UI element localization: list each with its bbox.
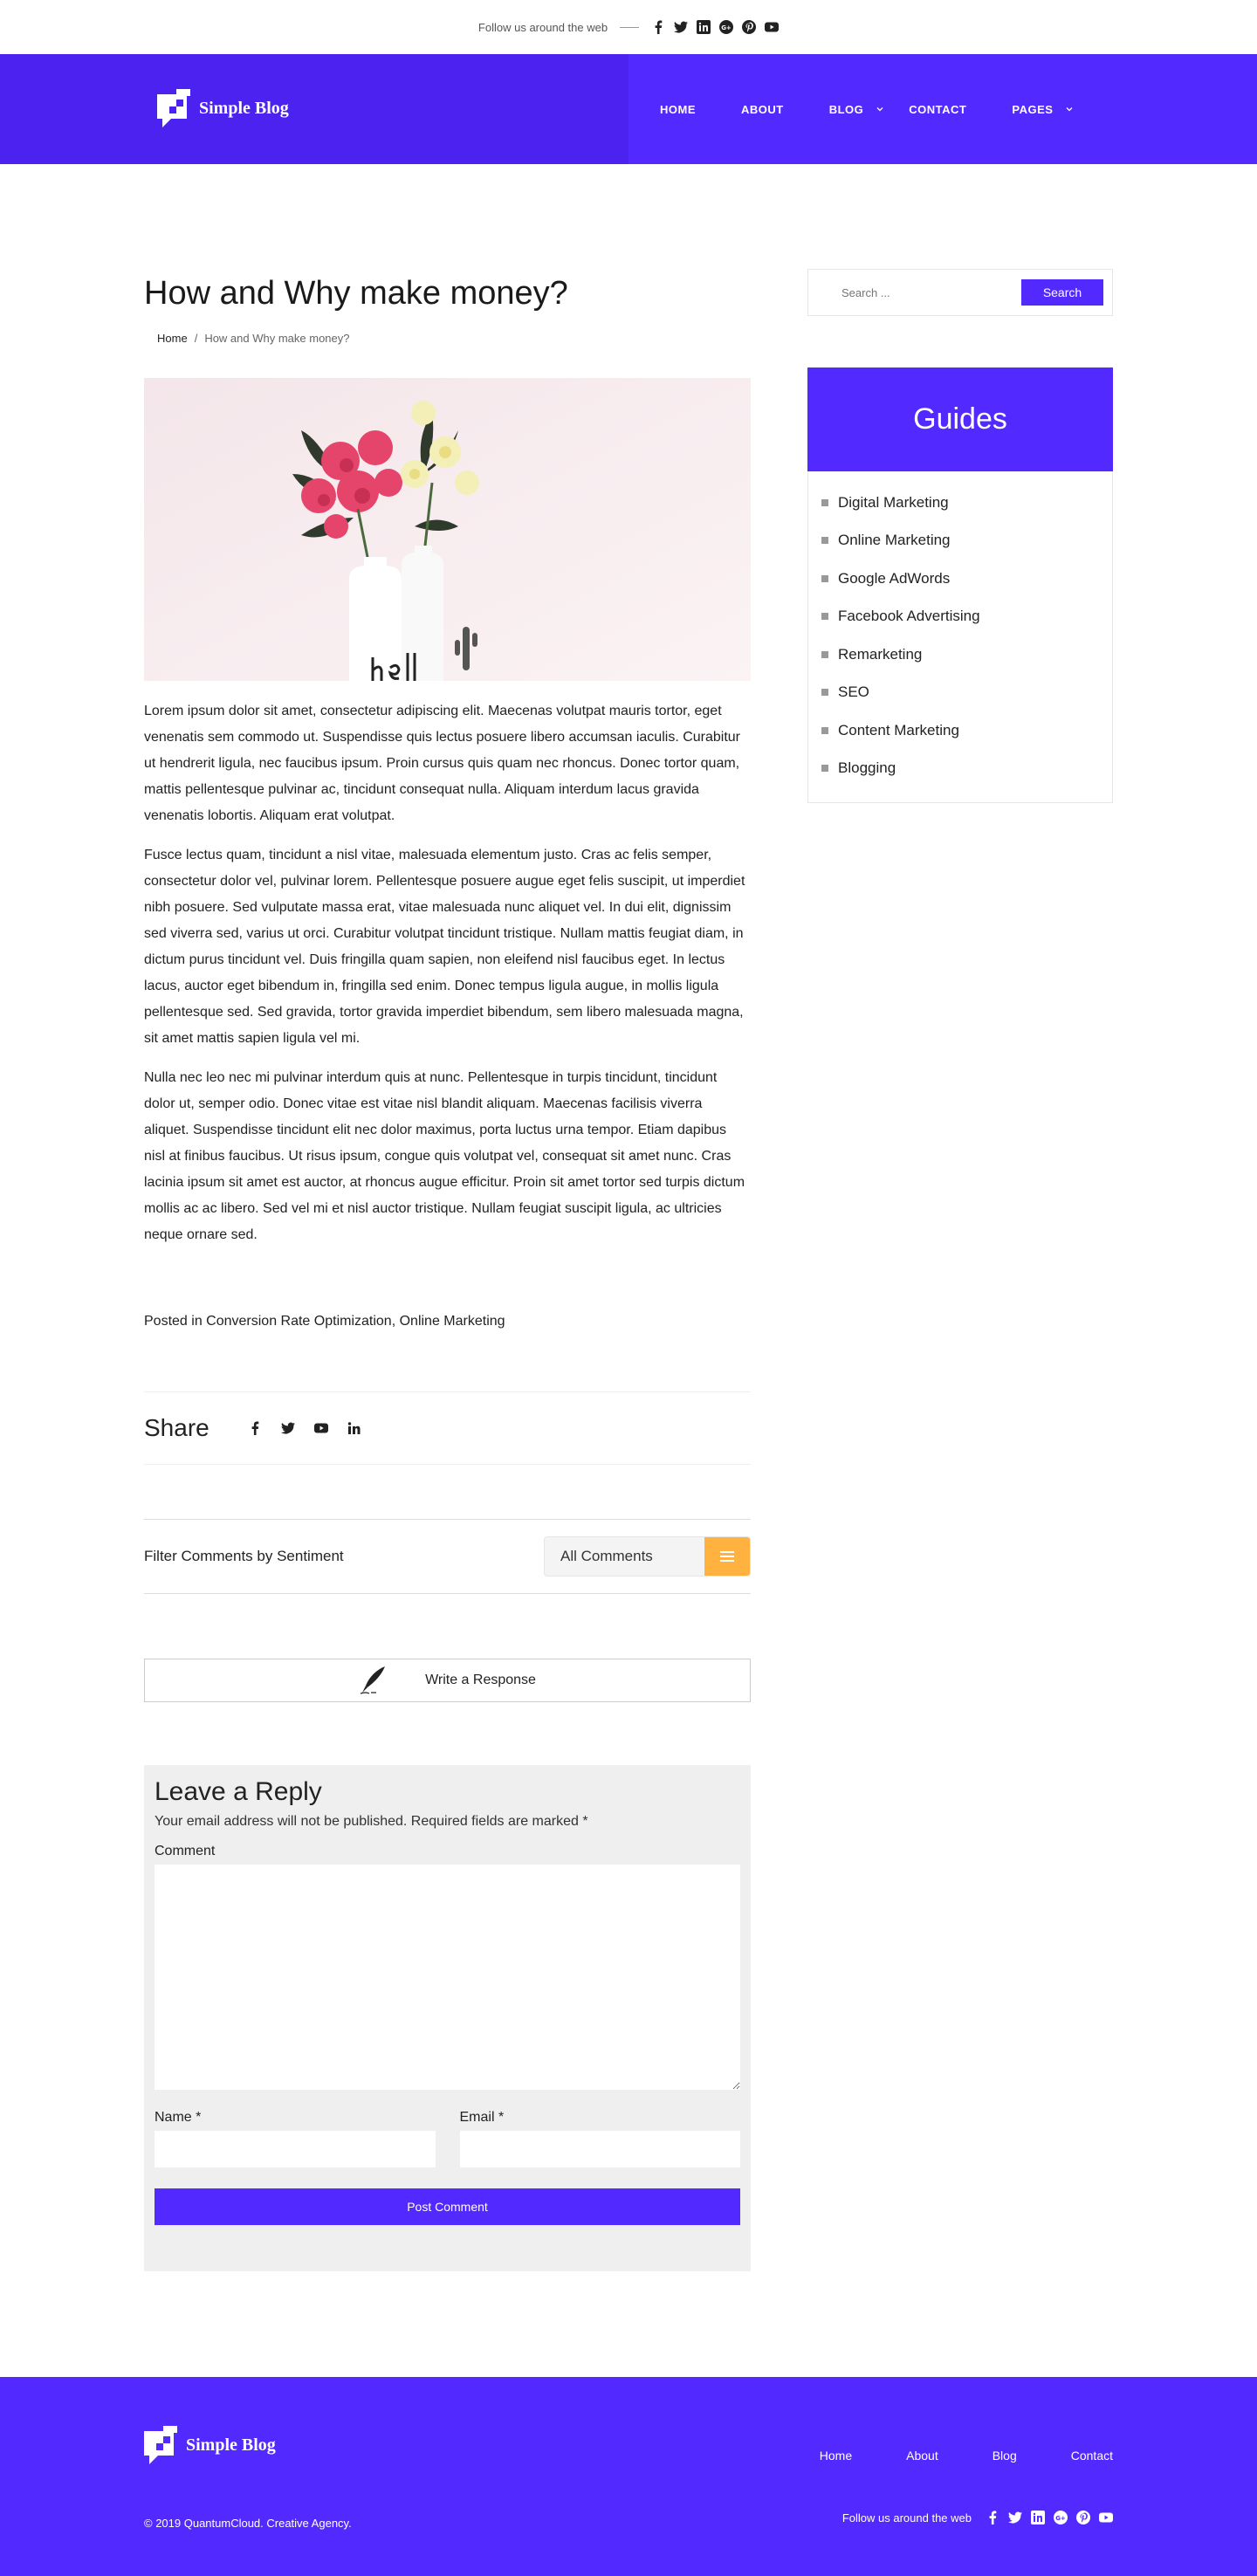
linkedin-icon[interactable] (1031, 2511, 1045, 2524)
post-paragraph: Lorem ipsum dolor sit amet, consectetur adipiscing elit. Maecenas volutpat mauris tortor, eget venenatis sem commodo ut. Suspendisse quis lectus posuere libero accumsan iaculis. Curabitur ut hendrerit ligula, nec faucibus ipsum. Proin cursus quis quam nec rhoncus. Donec tortor quam, mattis pellentesque pulvinar ac, tincidunt consequat nulla. Aliquam interdum lacus gravida venenatis lobortis. Aliquam erat volutpat. (144, 704, 741, 823)
share-bar (144, 1391, 751, 1465)
footer-social-links (986, 2511, 1113, 2524)
email-label: Email * (459, 2110, 505, 2125)
chevron-down-icon (876, 105, 884, 113)
nav-home-label: HOME (660, 102, 696, 116)
guide-item[interactable] (821, 598, 1112, 636)
name-label: Name * (155, 2110, 202, 2125)
nav-about-label: ABOUT (741, 102, 784, 116)
guide-item-label: Content Marketing (838, 721, 959, 738)
guide-item[interactable] (821, 711, 1112, 750)
guide-item[interactable] (821, 635, 1112, 674)
facebook-icon[interactable] (651, 20, 665, 34)
reply-form (144, 1765, 751, 2271)
comment-filter (144, 1519, 751, 1594)
post-title: How and Why make money? (144, 275, 568, 312)
bullet-icon (821, 765, 828, 772)
post-paragraph: Nulla nec leo nec mi pulvinar interdum quis at nunc. Pellentesque in turpis tincidunt, tincidunt dolor ut, semper odio. Donec vitae est vitae nisl blandit aliquam. Maecenas facilisis viverra aliquet. Suspendisse tincidunt elit nec dolor maximus, porta luctus urna tempor. Etiam dapibus nisl at finibus faucibus. Ut risus ipsum, congue quis volutpat vel, consequat sit amet nunc. Cras lacinia ipsum sit amet est auctor, at rhoncus augue efficitur. Proin sit amet tortor sed turpis dictum mollis ac ac libero. Sed vel mi et nisl auctor tristique. Nullam feugiat suscipit ligula, ac ultricies neque ornare sed. (144, 1070, 745, 1242)
name-field-group (155, 2110, 436, 2167)
post-categories (144, 1314, 505, 1329)
site-name: Simple Blog (199, 98, 289, 118)
comment-textarea[interactable] (155, 1865, 740, 2090)
guide-item-label: Remarketing (838, 645, 923, 663)
pinterest-icon[interactable] (1076, 2511, 1090, 2524)
svg-text:G+: G+ (1055, 2515, 1066, 2522)
linkedin-icon[interactable] (347, 1421, 361, 1435)
footer-link-blog[interactable]: Blog (992, 2449, 1017, 2463)
share-label: Share (144, 1414, 210, 1441)
post-paragraph: Fusce lectus quam, tincidunt a nisl vitae, malesuada elementum justo. Cras ac felis semper, consectetur dolor vel, pulvinar lorem. Pellentesque posuere augue eget felis suscipit, ut imperdiet nibh posuere. Sed vulputate massa erat, vitae malesuada nunc aliquet vel. In dui elit, dignissim sed viverra sed, varius ut orci. Curabitur volutpat tincidunt tristique. Nullam mattis feugiat diam, in dictum purus tincidunt vel. Duis fringilla quam sapien, non eleifend nisl faucibus eget. In lectus lacus, auctor eget bibendum in, fringilla sed enim. Donec tempus ligula augue, in mollis ligula pellentesque sed. Sed gravida, tortor gravida imperdiet bibendum, sem libero malesuada magna, sit amet mattis sapien ligula vel mi. (144, 848, 745, 1046)
menu-icon[interactable] (704, 1537, 750, 1576)
email-input[interactable] (460, 2131, 741, 2167)
footer-link-contact[interactable]: Contact (1070, 2449, 1113, 2463)
breadcrumb (157, 332, 350, 345)
filter-label: Filter Comments by Sentiment (144, 1548, 344, 1564)
main-nav (660, 54, 1119, 164)
name-input[interactable] (155, 2131, 436, 2167)
google-plus-icon[interactable] (719, 20, 733, 34)
nav-about[interactable] (741, 103, 784, 116)
guide-item[interactable] (821, 750, 1112, 788)
write-response-button[interactable] (144, 1659, 751, 1702)
facebook-icon[interactable] (986, 2511, 999, 2524)
guide-item-label: Digital Marketing (838, 493, 949, 511)
site-footer (0, 2377, 1257, 2576)
site-name: Simple Blog (186, 2435, 276, 2455)
search-input[interactable] (841, 286, 1021, 299)
nav-blog-label: BLOG (828, 102, 864, 116)
quill-pen-icon (359, 1665, 390, 1696)
sentiment-select[interactable] (544, 1536, 751, 1577)
bullet-icon (821, 575, 828, 582)
footer-follow-text: Follow us around the web (841, 2511, 972, 2524)
footer-link-about[interactable]: About (906, 2449, 938, 2463)
nav-contact[interactable] (909, 103, 966, 116)
breadcrumb-home-link[interactable]: Home (157, 332, 188, 345)
comment-label: Comment (155, 1844, 216, 1858)
search-button[interactable]: Search (1021, 279, 1103, 306)
logo-icon (144, 2426, 179, 2464)
linkedin-icon[interactable] (697, 20, 711, 34)
top-social-bar (0, 0, 1257, 54)
chevron-down-icon (1065, 105, 1074, 113)
copyright: © 2019 QuantumCloud. Creative Agency. (144, 2517, 352, 2530)
guides-list (808, 471, 1112, 787)
twitter-icon[interactable] (674, 20, 688, 34)
sidebar-search (807, 269, 1113, 316)
guide-item-label: Blogging (838, 759, 896, 777)
bullet-icon (821, 651, 828, 658)
share-links (248, 1421, 361, 1435)
guide-item-label: Online Marketing (838, 532, 951, 549)
post-content (144, 698, 751, 1261)
bullet-icon (821, 499, 828, 506)
youtube-icon[interactable] (314, 1421, 328, 1435)
guide-item[interactable] (821, 522, 1112, 560)
nav-blog[interactable] (829, 103, 885, 116)
breadcrumb-current: How and Why make money? (204, 332, 350, 345)
guides-header (807, 368, 1113, 471)
guide-item-label: SEO (838, 683, 869, 701)
guide-item[interactable] (821, 560, 1112, 598)
sentiment-select-value: All Comments (560, 1548, 653, 1564)
bullet-icon (821, 727, 828, 734)
pinterest-icon[interactable] (742, 20, 756, 34)
email-field-group (460, 2110, 741, 2167)
follow-text: Follow us around the web (477, 20, 608, 34)
bullet-icon (821, 613, 828, 620)
footer-logo[interactable] (144, 2426, 276, 2464)
reply-note: Your email address will not be published. Required fields are marked * (155, 1814, 588, 1829)
footer-social (842, 2511, 1113, 2524)
category-link[interactable]: Online Marketing (399, 1314, 505, 1329)
guide-item-label: Facebook Advertising (838, 608, 980, 625)
guide-item-label: Google AdWords (838, 569, 951, 587)
post-comment-button[interactable]: Post Comment (155, 2188, 740, 2225)
footer-link-home[interactable]: Home (819, 2449, 853, 2463)
posted-in-label: Posted in (144, 1314, 207, 1329)
nav-home[interactable] (660, 103, 696, 116)
nav-pages-label: PAGES (1012, 102, 1054, 116)
bullet-icon (821, 537, 828, 544)
footer-nav (820, 2449, 1113, 2463)
guide-item[interactable] (821, 484, 1112, 522)
reply-title: Leave a Reply (155, 1777, 322, 1806)
guides-title: Guides (913, 402, 1007, 436)
guide-item[interactable] (821, 674, 1112, 712)
youtube-icon[interactable] (1099, 2511, 1113, 2524)
site-logo[interactable] (157, 89, 289, 127)
svg-text:G+: G+ (721, 24, 732, 31)
category-separator: , (391, 1314, 400, 1329)
write-response-label: Write a Response (425, 1673, 536, 1687)
bullet-icon (821, 689, 828, 696)
social-links (651, 20, 779, 34)
breadcrumb-separator: / (194, 332, 198, 345)
twitter-icon[interactable] (281, 1421, 295, 1435)
header-brand-area (0, 54, 628, 164)
youtube-icon[interactable] (765, 20, 779, 34)
facebook-icon[interactable] (248, 1421, 262, 1435)
nav-pages[interactable] (1012, 103, 1074, 116)
nav-contact-label: CONTACT (909, 102, 967, 116)
category-link[interactable]: Conversion Rate Optimization (206, 1314, 392, 1329)
logo-icon (157, 89, 192, 127)
site-header (0, 54, 1257, 164)
flowers-vase-illustration (144, 378, 751, 681)
google-plus-icon[interactable] (1054, 2511, 1068, 2524)
divider (620, 27, 639, 28)
guides-widget (807, 368, 1113, 803)
name-email-row (155, 2110, 740, 2167)
post-featured-image (144, 378, 751, 681)
twitter-icon[interactable] (1008, 2511, 1022, 2524)
